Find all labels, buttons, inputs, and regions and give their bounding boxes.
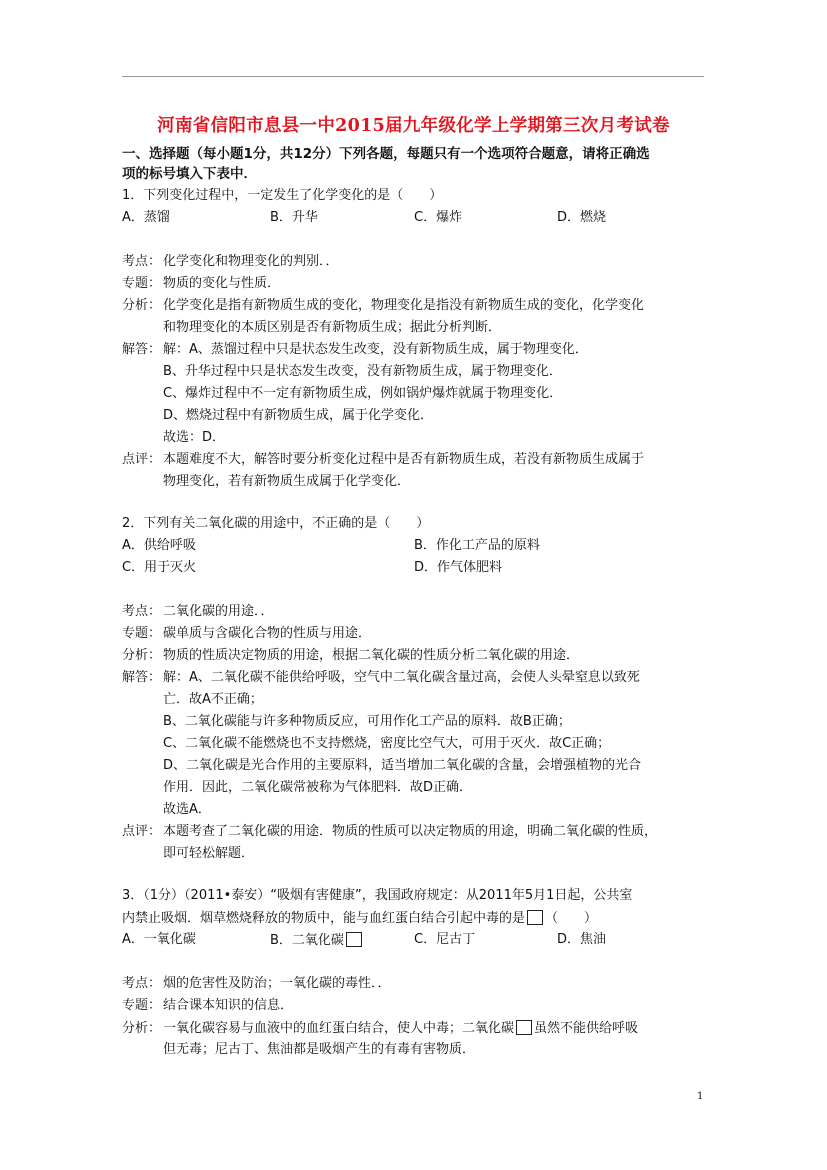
section-header-line-2: 项的标号填入下表中．	[122, 166, 257, 182]
q3-option-b-text: B．二氧化碳	[270, 933, 344, 948]
q1-option-c: C．爆炸	[414, 210, 463, 225]
q1-dianping-line-1: 本题难度不大，解答时要分析变化过程中是否有新物质生成，若没有新物质生成属于	[163, 452, 645, 467]
q2-jieda-line-3: B、二氧化碳能与许多种物质反应，可用作化工产品的原料．故B正确；	[163, 714, 571, 729]
q3-zhuanti	[122, 998, 293, 1014]
header-rule	[122, 76, 704, 77]
kaodian-label: 考点：	[122, 604, 162, 619]
kaodian-label: 考点：	[122, 976, 162, 991]
q2-jieda-line-1: 解：A、二氧化碳不能供给呼吸，空气中二氧化碳含量过高，会使人头晕窒息以致死	[163, 670, 640, 685]
zhuanti-label: 专题：	[122, 998, 162, 1013]
q1-jieda-line-5: 故选：D．	[163, 430, 226, 445]
q1-jieda-line-2: B、升华过程中只是状态发生改变，没有新物质生成，属于物理变化．	[163, 364, 562, 379]
q2-dianping-line-2: 即可轻松解题．	[163, 846, 255, 861]
q1-fenxi	[122, 298, 644, 314]
q2-zhuanti-text: 碳单质与含碳化合物的性质与用途．	[163, 626, 372, 641]
q2-jieda	[122, 670, 640, 686]
q2-fenxi-text: 物质的性质决定物质的用途，根据二氧化碳的性质分析二氧化碳的用途．	[163, 648, 580, 663]
fenxi-label: 分析：	[122, 1021, 162, 1036]
q2-option-c: C．用于灭火	[122, 560, 197, 575]
q2-jieda-line-6: 作用．因此，二氧化碳常被称为气体肥料．故D正确．	[163, 780, 473, 795]
q1-dianping	[122, 452, 644, 468]
q2-option-b: B．作化工产品的原料	[414, 538, 540, 553]
missing-glyph-box-icon	[346, 932, 362, 947]
q2-dianping-line-1: 本题考查了二氧化碳的用途．物质的性质可以决定物质的用途，明确二氧化碳的性质，	[163, 824, 658, 839]
q3-option-b	[270, 932, 364, 949]
q1-fenxi-line-1: 化学变化是指有新物质生成的变化，物理变化是指没有新物质生成的变化，化学变化	[163, 298, 645, 313]
q3-stem-line-1: 3．（1分）（2011•泰安）“吸烟有害健康”，我国政府规定：从2011年5月1日起，公共室	[122, 888, 633, 903]
q2-option-a: A．供给呼吸	[122, 538, 196, 553]
q1-jieda-line-4: D、燃烧过程中有新物质生成，属于化学变化．	[163, 408, 434, 423]
q1-dianping-line-2: 物理变化，若有新物质生成属于化学变化．	[163, 474, 411, 489]
q2-jieda-line-4: C、二氧化碳不能燃烧也不支持燃烧，密度比空气大，可用于灭火．故C正确；	[163, 736, 611, 751]
q1-option-b: B．升华	[270, 210, 318, 225]
q3-fenxi-line-1b: 虽然不能供给呼吸	[534, 1021, 639, 1036]
q1-zhuanti-text: 物质的变化与性质．	[163, 276, 281, 291]
q2-option-d: D．作气体肥料	[414, 560, 503, 575]
q1-zhuanti	[122, 276, 280, 292]
section-header-line-1: 一、选择题（每小题1分，共12分）下列各题，每题只有一个选项符合题意，请将正确选	[122, 146, 650, 162]
q1-option-a: A．蒸馏	[122, 210, 170, 225]
q2-dianping	[122, 824, 657, 840]
q3-stem-line-2	[122, 910, 597, 927]
q3-fenxi-line-2: 但无毒；尼古丁、焦油都是吸烟产生的有毒有害物质．	[163, 1042, 476, 1057]
q3-option-a: A．一氧化碳	[122, 932, 196, 947]
q3-option-d: D．焦油	[557, 932, 607, 947]
q3-stem-paren: （ ）	[545, 911, 598, 926]
q2-kaodian-text: 二氧化碳的用途．．	[163, 604, 274, 619]
fenxi-label: 分析：	[122, 298, 162, 313]
q3-fenxi-line-1a: 一氧化碳容易与血液中的血红蛋白结合，使人中毒；二氧化碳	[163, 1021, 515, 1036]
q1-option-d: D．燃烧	[557, 210, 607, 225]
q3-kaodian-text: 烟的危害性及防治；一氧化碳的毒性．．	[163, 976, 391, 991]
q1-jieda	[122, 342, 588, 358]
zhuanti-label: 专题：	[122, 626, 162, 641]
jieda-label: 解答：	[122, 670, 162, 685]
q3-fenxi	[122, 1020, 638, 1037]
q2-jieda-line-2: 亡．故A不正确；	[163, 692, 263, 707]
zhuanti-label: 专题：	[122, 276, 162, 291]
q2-kaodian	[122, 604, 274, 620]
q3-zhuanti-text: 结合课本知识的信息．	[163, 998, 294, 1013]
jieda-label: 解答：	[122, 342, 162, 357]
missing-glyph-box-icon	[516, 1020, 532, 1035]
q1-fenxi-line-2: 和物理变化的本质区别是否有新物质生成；据此分析判断．	[163, 320, 502, 335]
fenxi-label: 分析：	[122, 648, 162, 663]
q1-stem: 1．下列变化过程中，一定发生了化学变化的是（ ）	[122, 188, 443, 203]
q3-option-c: C．尼古丁	[414, 932, 476, 947]
dianping-label: 点评：	[122, 452, 162, 467]
dianping-label: 点评：	[122, 824, 162, 839]
q1-jieda-line-1: 解：A、蒸馏过程中只是状态发生改变，没有新物质生成，属于物理变化．	[163, 342, 588, 357]
q3-kaodian	[122, 976, 391, 992]
page-number: 1	[697, 1091, 704, 1102]
missing-glyph-box-icon	[527, 910, 543, 925]
q3-stem-text: 内禁止吸烟．烟草燃烧释放的物质中，能与血红蛋白结合引起中毒的是	[122, 911, 526, 926]
q2-stem: 2．下列有关二氧化碳的用途中，不正确的是（ ）	[122, 516, 430, 531]
q2-jieda-line-7: 故选A．	[163, 802, 211, 817]
q1-jieda-line-3: C、爆炸过程中不一定有新物质生成，例如锅炉爆炸就属于物理变化．	[163, 386, 563, 401]
q2-jieda-line-5: D、二氧化碳是光合作用的主要原料，适当增加二氧化碳的含量，会增强植物的光合	[163, 758, 642, 773]
kaodian-label: 考点：	[122, 254, 162, 269]
q1-kaodian-text: 化学变化和物理变化的判别．．	[163, 254, 339, 269]
q2-zhuanti	[122, 626, 371, 642]
q1-kaodian	[122, 254, 339, 270]
page-title: 河南省信阳市息县一中2015届九年级化学上学期第三次月考试卷	[157, 116, 670, 136]
q2-fenxi	[122, 648, 579, 664]
